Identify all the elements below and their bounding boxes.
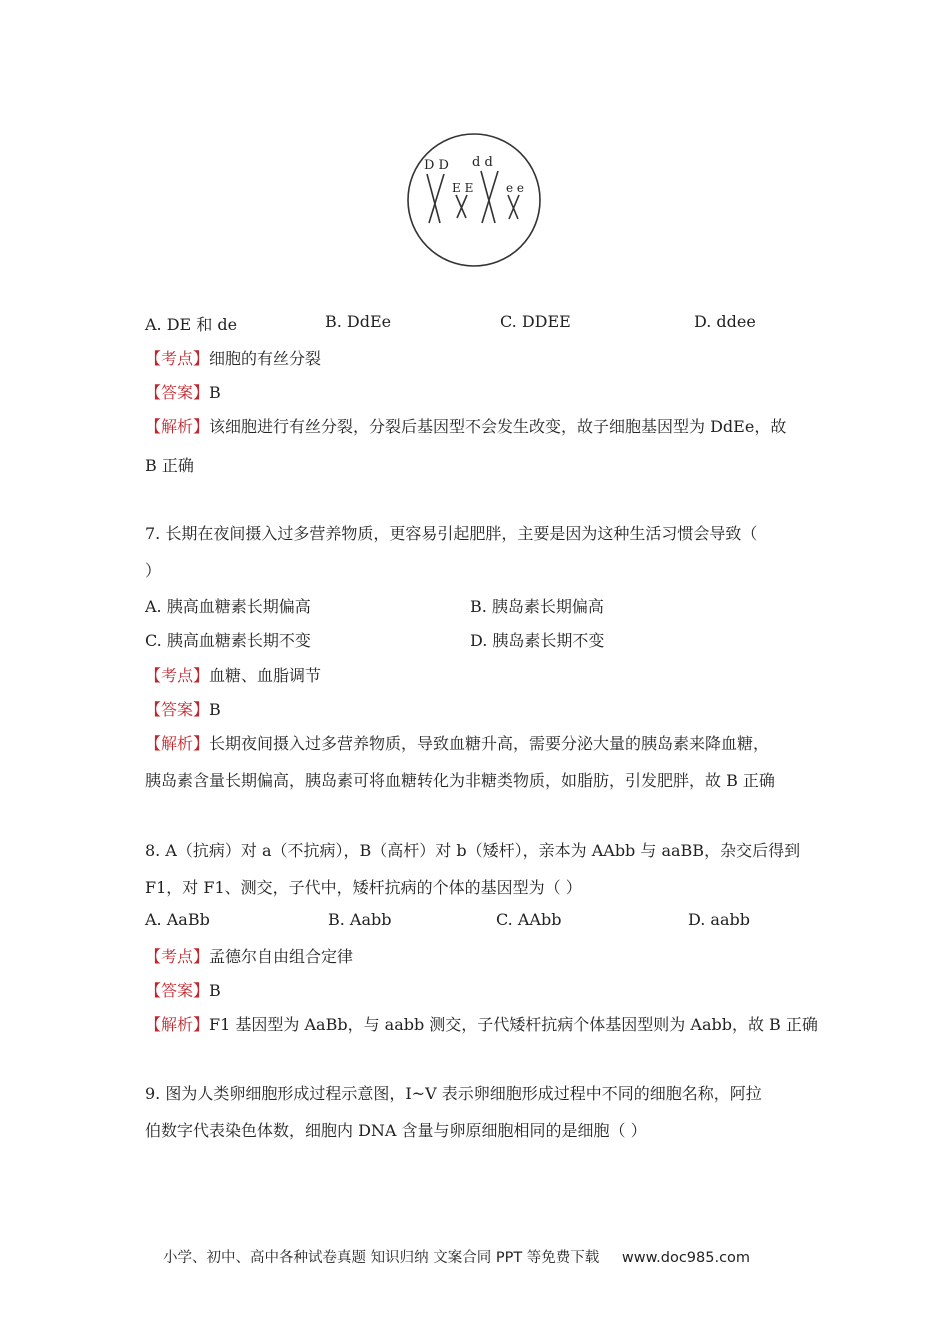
label-ee: e e xyxy=(506,181,525,195)
q8-stem-cont: F1，对 F1、测交，子代中，矮杆抗病的个体的基因型为（ ） xyxy=(145,878,582,897)
q7-jiexi xyxy=(145,731,769,754)
q8-option-b: B. Aabb xyxy=(328,910,392,929)
chromosome-dd xyxy=(481,171,498,223)
kaodian-tag: 【考点】 xyxy=(145,666,210,685)
q7-option-b: B. 胰岛素长期偏高 xyxy=(470,597,604,616)
daan-tag: 【答案】 xyxy=(145,700,210,719)
q8-stem: 8. A（抗病）对 a（不抗病），B（高杆）对 b（矮杆），亲本为 AAbb 与 aaBB，杂交后得到 xyxy=(145,841,801,860)
daan-tag: 【答案】 xyxy=(145,383,210,402)
label-dd: d d xyxy=(472,155,493,170)
q6-kaodian xyxy=(145,346,321,369)
q8-option-d: D. aabb xyxy=(688,910,750,929)
kaodian-tag: 【考点】 xyxy=(145,349,210,368)
q9-stem-cont: 伯数字代表染色体数，细胞内 DNA 含量与卵原细胞相同的是细胞（ ） xyxy=(145,1121,647,1140)
kaodian-tag: 【考点】 xyxy=(145,947,210,966)
chromosome-ee xyxy=(508,195,519,219)
q8-option-c: C. AAbb xyxy=(496,910,562,929)
kaodian-text: 孟德尔自由组合定律 xyxy=(209,947,354,966)
q6-option-d: D. ddee xyxy=(694,312,756,331)
jiexi-tag: 【解析】 xyxy=(145,1015,210,1034)
q9-stem: 9. 图为人类卵细胞形成过程示意图，Ⅰ~Ⅴ 表示卵细胞形成过程中不同的细胞名称，阿拉 xyxy=(145,1084,762,1103)
chromosome-DD xyxy=(427,174,444,223)
q6-option-b: B. DdEe xyxy=(325,312,392,331)
q6-jiexi-line2: B 正确 xyxy=(145,456,194,475)
q7-jiexi-line2: 胰岛素含量长期偏高，胰岛素可将血糖转化为非糖类物质，如脂肪，引发肥胖，故 B 正确 xyxy=(145,771,775,790)
jiexi-text: 长期夜间摄入过多营养物质，导致血糖升高，需要分泌大量的胰岛素来降血糖， xyxy=(209,734,770,753)
q7-stem-cont: ） xyxy=(145,561,162,580)
label-EE: E E xyxy=(452,181,474,195)
kaodian-text: 血糖、血脂调节 xyxy=(209,666,322,685)
cell-division-figure xyxy=(406,131,546,271)
jiexi-tag: 【解析】 xyxy=(145,734,210,753)
q7-option-a: A. 胰高血糖素长期偏高 xyxy=(145,597,311,616)
q8-option-a: A. AaBb xyxy=(145,910,210,929)
jiexi-tag: 【解析】 xyxy=(145,417,210,436)
q7-daan xyxy=(145,697,221,720)
q6-option-c: C. DDEE xyxy=(500,312,571,331)
q6-option-a: A. DE 和 de xyxy=(145,315,238,334)
cell-outline xyxy=(408,134,540,266)
q7-option-c: C. 胰高血糖素长期不变 xyxy=(145,631,311,650)
jiexi-text: F1 基因型为 AaBb，与 aabb 测交，子代矮杆抗病个体基因型则为 Aabb，故 B 正确 xyxy=(209,1015,818,1034)
q7-stem: 7. 长期在夜间摄入过多营养物质，更容易引起肥胖，主要是因为这种生活习惯会导致（ xyxy=(145,524,758,543)
chromosome-EE xyxy=(456,195,467,218)
kaodian-text: 细胞的有丝分裂 xyxy=(209,349,322,368)
label-DD: D D xyxy=(424,158,449,173)
daan-text: B xyxy=(209,383,221,402)
daan-tag: 【答案】 xyxy=(145,981,210,1000)
q8-kaodian xyxy=(145,944,353,967)
q8-jiexi xyxy=(145,1012,818,1035)
q7-option-d: D. 胰岛素长期不变 xyxy=(470,631,605,650)
q8-daan xyxy=(145,978,221,1001)
jiexi-text: 该细胞进行有丝分裂，分裂后基因型不会发生改变，故子细胞基因型为 DdEe，故 xyxy=(209,417,787,436)
daan-text: B xyxy=(209,981,221,1000)
q7-kaodian xyxy=(145,663,321,686)
q6-jiexi xyxy=(145,414,786,437)
q6-daan xyxy=(145,380,221,403)
page-footer xyxy=(163,1246,750,1267)
daan-text: B xyxy=(209,700,221,719)
footer-site-link[interactable]: www.doc985.com xyxy=(621,1250,751,1266)
footer-text: 小学、初中、高中各种试卷真题 知识归纳 文案合同 PPT 等免费下载 xyxy=(163,1250,600,1266)
